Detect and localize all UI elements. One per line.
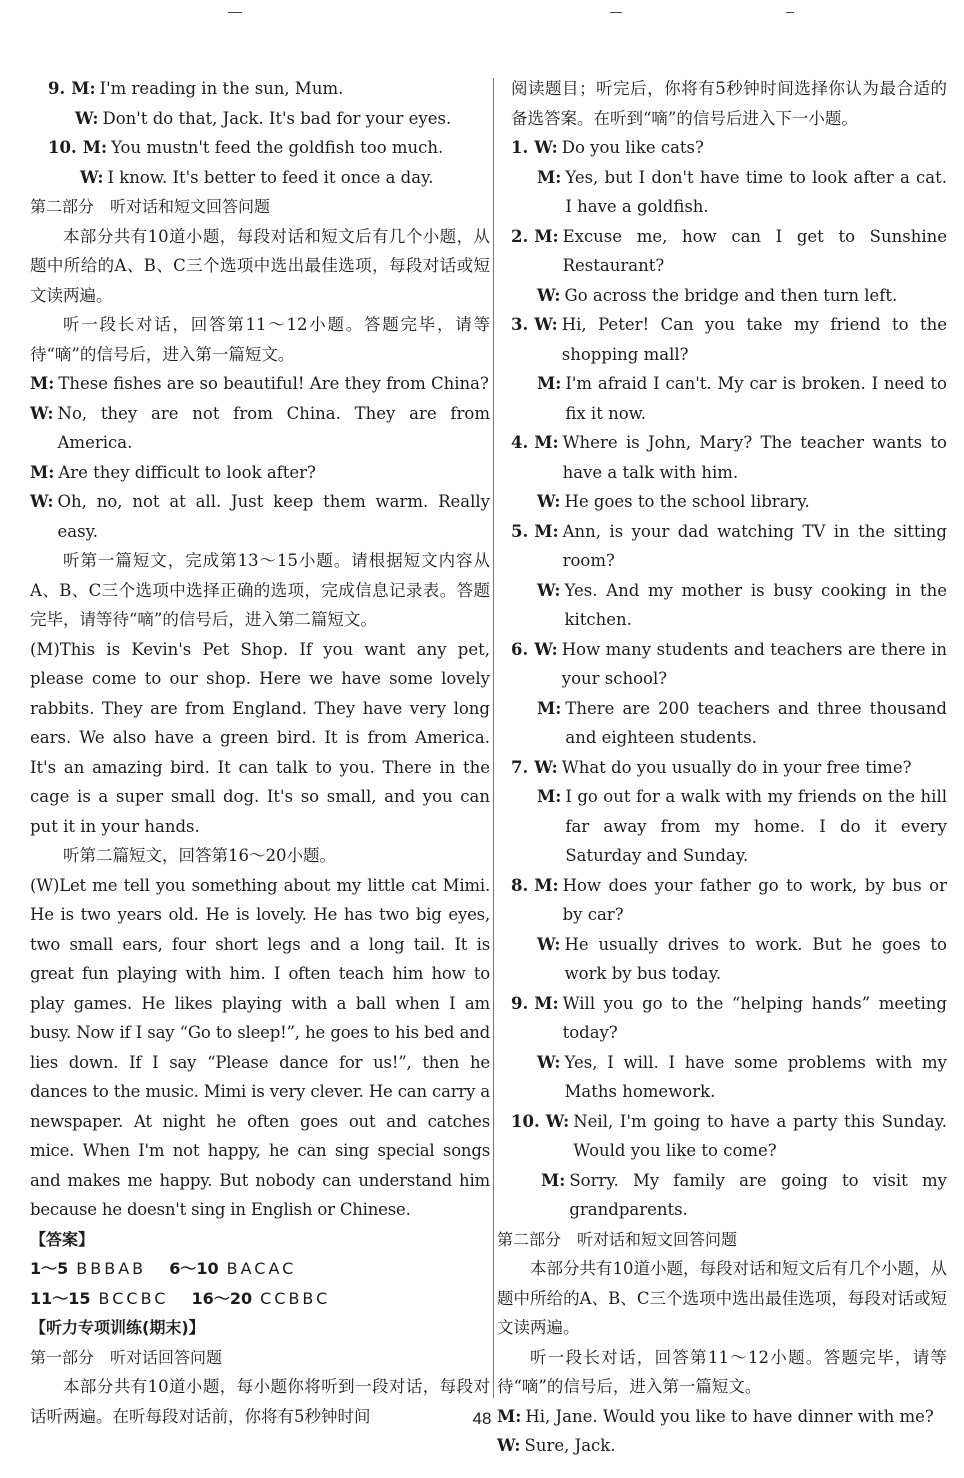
special-training-heading: 【听力专项训练(期末)】: [30, 1318, 205, 1337]
long-dialogue-line: [30, 458, 490, 488]
dialogue-list: [511, 133, 947, 1225]
dialogue-number: 9.: [48, 79, 66, 98]
dialogue-line: Yes. And my mother is busy cooking in the kitchen.: [564, 580, 947, 629]
answer-range: 1～5: [30, 1259, 69, 1278]
long-dialogue-line: [30, 369, 490, 399]
dialogue-number: 8.: [511, 875, 529, 895]
speaker: W:: [30, 492, 54, 511]
passage1-intro: 听第一篇短文，完成第13～15小题。请根据短文内容从A、B、C三个选项中选择正确的选项，完成信息记录表。答题完毕，请等待“嘀”的信号后，进入第二篇短文。: [30, 551, 490, 629]
answer-range: 16～20: [191, 1288, 253, 1308]
dialogue-6: [511, 635, 947, 694]
speaker: W:: [534, 639, 558, 659]
top-mark-mid: [610, 12, 622, 13]
speaker: M:: [534, 875, 559, 895]
speaker: W:: [537, 285, 561, 305]
speaker: W:: [497, 1436, 521, 1455]
speaker-m: M:: [82, 138, 108, 157]
dialogue-number: 10.: [48, 138, 77, 157]
dialogue-number: 1.: [511, 138, 529, 157]
long-dialogue-line: [30, 399, 490, 458]
speaker: M:: [537, 698, 562, 718]
dialogue-line: Excuse me, how can I get to Sunshine Restaurant?: [562, 226, 947, 275]
dialogue-line: These fishes are so beautiful! Are they from China?: [58, 374, 489, 393]
dialogue-line: I'm afraid I can't. My car is broken. I need to fix it now.: [565, 374, 947, 423]
dialogue-line: He goes to the school library.: [564, 492, 810, 511]
dialogue-line: What do you usually do in your free time?: [561, 757, 912, 777]
speaker-m: M:: [71, 79, 96, 98]
speaker: M:: [537, 167, 562, 187]
dialogue-2-reply: [537, 281, 947, 311]
dialogue-9: [48, 74, 490, 104]
page-number: 48: [472, 1409, 492, 1428]
passage2-text: (W)Let me tell you something about my little cat Mimi. He is two years old. He is lovely. He has two big eyes, two small ears, four short legs and a long tail. It is great fun playing with him. I often teach him how to play games. He likes playing with a ball when I am busy. Now if I say “Go to sleep!”, he goes to his bed and lies down. If I say “Please dance for us!”, then he dances to the music. Mimi is very clever. He can carry a newspaper. At night he often goes out and catches mice. When I'm not happy, he can sing special songs and makes me happy. But nobody can understand him because he doesn't sing in English or Chinese.: [30, 875, 490, 1219]
dialogue-line: I'm reading in the sun, Mum.: [99, 79, 344, 98]
dialogue-10: [511, 1107, 947, 1166]
speaker: M:: [537, 374, 562, 393]
dialogue-line: Don't do that, Jack. It's bad for your eyes.: [102, 108, 452, 128]
dialogue-line: Will you go to the “helping hands” meeting today?: [562, 993, 947, 1042]
part2-intro: 本部分共有10道小题，每段对话和短文后有几个小题，从题中所给的A、B、C三个选项中选出最佳选项，每段对话或短文读两遍。: [30, 226, 490, 305]
speaker: W:: [30, 403, 54, 423]
dialogue-9: [511, 989, 947, 1048]
dialogue-line: How does your father go to work, by bus or by car?: [562, 875, 947, 924]
speaker: W:: [545, 1111, 570, 1131]
dialogue-9-reply: [537, 1048, 947, 1107]
dialogue-line: Yes, I will. I have some problems with my Maths homework.: [564, 1052, 947, 1101]
passage2-intro: 听第二篇短文，回答第16～20小题。: [63, 846, 336, 865]
answer-range: 6～10: [169, 1259, 219, 1278]
part1-intro: 本部分共有10道小题，每小题你将听到一段对话，每段对话听两遍。在听每段对话前，你将有5秒钟时间: [30, 1377, 490, 1426]
speaker-w: W:: [80, 167, 104, 187]
speaker: W:: [537, 492, 561, 511]
part2-heading: 第二部分 听对话和短文回答问题: [30, 197, 271, 216]
answer-values: CCBBC: [260, 1288, 331, 1308]
dialogue-line: Hi, Jane. Would you like to have dinner with me?: [525, 1406, 934, 1426]
dialogue-1: [511, 133, 947, 163]
speaker: W:: [534, 757, 558, 777]
dialogue-line: I go out for a walk with my friends on the hill far away from my home. I do it every Saturday and Sunday.: [565, 787, 947, 865]
passage1-text: (M)This is Kevin's Pet Shop. If you want any pet, please come to our shop. Here we have some lovely rabbits. They are from England. They have very long ears. We also have a green bird. It is from America. It's an amazing bird. It can talk to you. There in the cage is a super small dog. It's so small, and you can put it in your hands.: [30, 639, 490, 836]
dialogue-line: You mustn't feed the goldfish too much.: [111, 138, 444, 157]
speaker: M:: [534, 226, 559, 246]
dialogue-number: 9.: [511, 993, 529, 1013]
dialogue-10-reply: [541, 1166, 947, 1225]
speaker: W:: [537, 934, 561, 954]
dialogue-line: Yes, but I don't have time to look after a cat. I have a goldfish.: [565, 167, 947, 216]
top-mark-right: [786, 12, 794, 13]
dialogue-line: Hi, Peter! Can you take my friend to the shopping mall?: [561, 315, 947, 364]
dialogue-number: 5.: [511, 521, 529, 541]
part2-intro: 本部分共有10道小题，每段对话和短文后有几个小题，从题中所给的A、B、C三个选项中选出最佳选项，每段对话或短文读两遍。: [497, 1259, 947, 1337]
dialogue-line: Sure, Jack.: [524, 1436, 616, 1455]
speaker: M:: [534, 993, 559, 1013]
speaker: W:: [534, 315, 558, 334]
dialogue-number: 10.: [511, 1111, 540, 1131]
dialogue-8-reply: [537, 930, 947, 989]
dialogue-number: 7.: [511, 757, 529, 777]
part1-heading: 第一部分 听对话回答问题: [30, 1347, 223, 1367]
long-dialogue-intro: 听一段长对话，回答第11～12小题。答题完毕，请等待“嘀”的信号后，进入第一篇短文。: [30, 315, 490, 364]
answer-values: BBBAB: [76, 1259, 147, 1278]
dialogue-10-reply: [80, 163, 490, 193]
dialogue-3-reply: [537, 369, 947, 428]
column-divider: [493, 78, 494, 1398]
speaker: W:: [534, 138, 558, 157]
speaker: M:: [534, 521, 559, 541]
dialogue-line: Do you like cats?: [561, 138, 704, 157]
dialogue-number: 2.: [511, 226, 529, 246]
long-dialogue-intro: 听一段长对话，回答第11～12小题。答题完毕，请等待“嘀”的信号后，进入第一篇短文。: [497, 1347, 947, 1396]
dialogue-line: There are 200 teachers and three thousand and eighteen students.: [565, 698, 947, 747]
answer-row: [30, 1254, 490, 1284]
long-dialogue-line: [30, 487, 490, 546]
dialogue-7-reply: [537, 782, 947, 871]
top-mark-left: [228, 12, 242, 13]
dialogue-10: [48, 133, 490, 163]
dialogue-line: I know. It's better to feed it once a day.: [107, 167, 434, 187]
answer-values: BACAC: [226, 1259, 297, 1278]
speaker: M:: [497, 1406, 522, 1426]
dialogue-number: 3.: [511, 315, 529, 334]
dialogue-7: [511, 753, 947, 783]
part1-intro-continued: 阅读题目；听完后，你将有5秒钟时间选择你认为最合适的备选答案。在听到“嘀”的信号后进入下一小题。: [511, 79, 947, 128]
dialogue-1-reply: [537, 163, 947, 222]
dialogue-line: No, they are not from China. They are from America.: [57, 403, 490, 452]
dialogue-line: Are they difficult to look after?: [58, 462, 316, 482]
speaker: M:: [30, 462, 55, 482]
dialogue-5: [511, 517, 947, 576]
dialogue-line: Ann, is your dad watching TV in the sitting room?: [562, 521, 947, 570]
dialogue-line: Go across the bridge and then turn left.: [564, 285, 898, 305]
speaker: W:: [537, 580, 561, 600]
left-column: [30, 74, 490, 1431]
dialogue-line: He usually drives to work. But he goes to work by bus today.: [564, 934, 947, 983]
dialogue-9-reply: [75, 104, 490, 134]
dialogue-line: Sorry. My family are going to visit my grandparents.: [569, 1170, 947, 1219]
dialogue-number: 4.: [511, 433, 529, 452]
right-column: [497, 74, 947, 1461]
speaker: M:: [30, 374, 55, 393]
answer-range: 11～15: [30, 1288, 91, 1308]
dialogue-8: [511, 871, 947, 930]
dialogue-line: How many students and teachers are there in your school?: [561, 639, 947, 688]
dialogue-6-reply: [537, 694, 947, 753]
answer-heading: 【答案】: [30, 1229, 95, 1249]
dialogue-4: [511, 428, 947, 487]
speaker-w: W:: [75, 108, 99, 128]
part2-heading: 第二部分 听对话和短文回答问题: [497, 1229, 738, 1249]
speaker: M:: [541, 1170, 566, 1190]
speaker: M:: [534, 433, 559, 452]
dialogue-4-reply: [537, 487, 947, 517]
dialogue-number: 6.: [511, 639, 529, 659]
dialogue-line: Oh, no, not at all. Just keep them warm. Really easy.: [57, 492, 490, 541]
dialogue-5-reply: [537, 576, 947, 635]
dialogue-line: Neil, I'm going to have a party this Sunday. Would you like to come?: [573, 1111, 947, 1160]
speaker: M:: [537, 787, 562, 806]
dialogue-2: [511, 222, 947, 281]
dialogue-3: [511, 310, 947, 369]
long-dialogue-line: [497, 1431, 947, 1461]
dialogue-line: Where is John, Mary? The teacher wants to have a talk with him.: [562, 433, 947, 482]
answer-values: BCCBC: [98, 1288, 169, 1308]
answer-row: [30, 1284, 490, 1314]
speaker: W:: [537, 1052, 561, 1072]
